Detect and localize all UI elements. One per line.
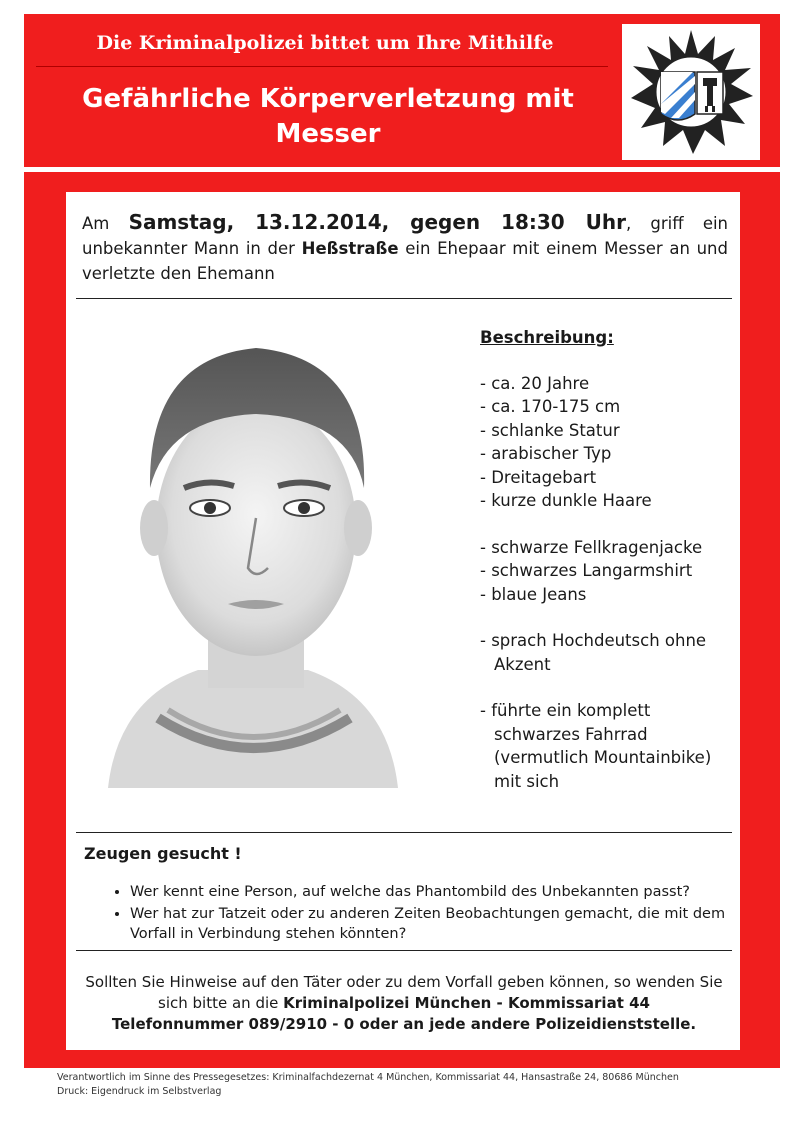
- description-list-physical: [480, 372, 740, 513]
- list-item: • Wer hat zur Tatzeit oder zu anderen Zeiten Beobachtungen gemacht, die mit dem Vorfall in Verbindung stehen könnten?: [130, 904, 770, 944]
- divider-middle: [76, 832, 732, 833]
- divider-top: [76, 298, 732, 299]
- police-logo: [622, 24, 760, 160]
- description-heading: Beschreibung:: [480, 328, 614, 347]
- page-title: Gefährliche Körperverletzung mit Messer: [82, 84, 574, 149]
- list-item: • Wer kennt eine Person, auf welche das Phantombild des Unbekannten passt?: [130, 882, 770, 902]
- list-item: - arabischer Typ: [480, 444, 612, 463]
- incident-date: Samstag, 13.12.2014, gegen 18:30 Uhr: [128, 210, 626, 234]
- list-item: - schwarzes Langarmshirt: [480, 561, 693, 580]
- contact-info: Sollten Sie Hinweise auf den Täter oder zu dem Vorfall geben können, so wenden Sie sich bitte an die Kriminalpolizei München - Kommissariat 44 Telefonnummer 089/2910 - 0 oder an jede andere Polizeidienststelle.: [85, 973, 723, 1033]
- header-banner: [24, 14, 780, 167]
- list-item: - Dreitagebart: [480, 467, 597, 487]
- phantom-sketch: [88, 318, 418, 788]
- witness-heading: Zeugen gesucht !: [84, 844, 242, 863]
- bavarian-police-star-icon: [622, 24, 760, 160]
- header-divider: [36, 66, 608, 67]
- list-item: - ca. 20 Jahre: [480, 373, 590, 393]
- list-item: - ca. 170-175 cm: [480, 397, 621, 416]
- list-item: - führte ein komplett schwarzes Fahrrad (vermutlich Mountainbike) mit sich: [480, 701, 712, 791]
- list-item: - schwarze Fellkragenjacke: [480, 537, 703, 557]
- phone-number: Telefonnummer 089/2910 - 0 oder an jede andere Polizeidienststelle.: [111, 1015, 697, 1033]
- list-item: - blaue Jeans: [480, 584, 587, 604]
- incident-street: Heßstraße: [301, 239, 399, 258]
- suspect-description: [480, 326, 740, 793]
- description-list-speech: [480, 629, 740, 676]
- list-item: - schlanke Statur: [480, 420, 620, 440]
- list-item: - sprach Hochdeutsch ohne Akzent: [480, 631, 707, 674]
- divider-bottom: [76, 950, 732, 951]
- witness-questions: [86, 882, 770, 946]
- footer-legal: [57, 1071, 679, 1099]
- footer-print: Druck: Eigendruck im Selbstverlag: [57, 1086, 222, 1097]
- header-subtitle: Die Kriminalpolizei bittet um Ihre Mithilfe: [96, 32, 554, 54]
- list-item: - kurze dunkle Haare: [480, 491, 652, 510]
- description-list-bicycle: [480, 699, 740, 793]
- poster-frame: [24, 172, 780, 1068]
- police-office: Kriminalpolizei München - Kommissariat 44: [283, 994, 650, 1012]
- footer-responsible: Verantwortlich im Sinne des Pressegesetzes: Kriminalfachdezernat 4 München, Kommissariat 44, Hansastraße 24, 80686 München: [57, 1072, 679, 1083]
- poster-content: [66, 192, 740, 1050]
- incident-summary: Am Samstag, 13.12.2014, gegen 18:30 Uhr, griff ein unbekannter Mann in der Heßstraße ein Ehepaar mit einem Messer an und verletzte den Ehemann: [82, 210, 729, 283]
- description-list-clothing: [480, 536, 740, 607]
